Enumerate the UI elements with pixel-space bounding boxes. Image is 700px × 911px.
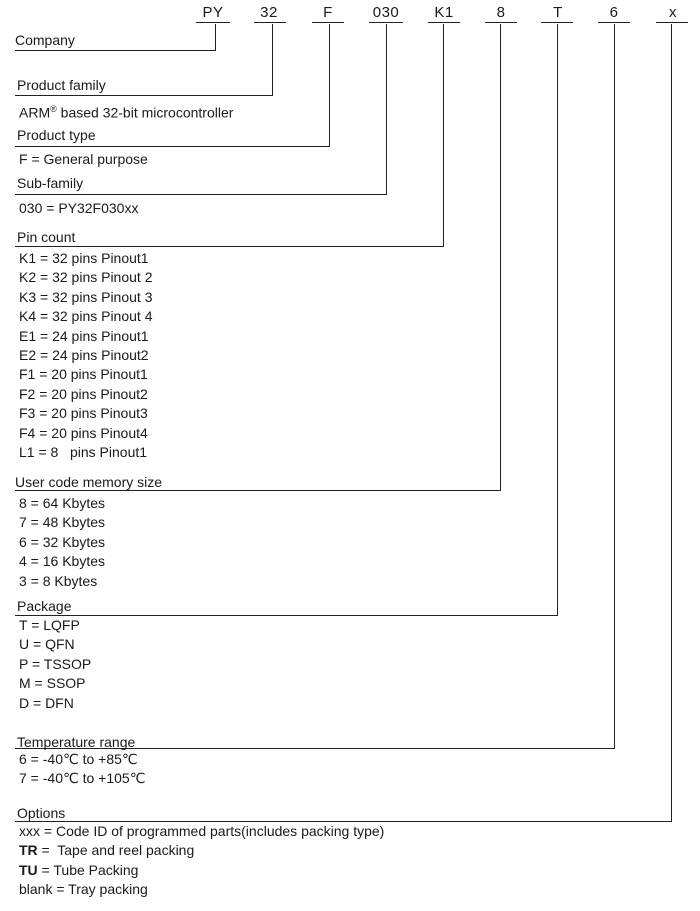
option-text: = Code ID of programmed parts(includes packing type) [40,823,385,839]
list-item: K2 = 32 pins Pinout 2 [19,269,153,286]
connector-line [386,24,387,194]
code-underline [312,22,344,23]
option-text: = Tube Packing [37,861,139,878]
connector-line [614,24,615,748]
list-item: F3 = 20 pins Pinout3 [19,405,148,422]
list-item: K4 = 32 pins Pinout 4 [19,308,153,325]
heading-line [15,50,216,51]
options-list [19,822,384,900]
sub-family-heading: Sub-family [17,175,84,191]
connector-line [443,24,444,246]
connector-line [671,24,672,821]
code-underline [541,22,573,23]
code-underline [598,22,630,23]
code-underline [369,22,403,23]
list-item: U = QFN [19,636,75,653]
list-item: K3 = 32 pins Pinout 3 [19,288,153,305]
options-heading: Options [17,805,66,821]
heading-line [15,194,387,195]
list-item: 7 = 48 Kbytes [19,514,106,531]
heading-line [15,95,273,96]
list-item [19,841,384,860]
option-text: = Tape and reel packing [37,842,195,859]
code-k1: K1 [434,4,454,21]
temperature-list [19,750,145,789]
memory-list [19,494,105,591]
product-type-heading: Product type [17,127,96,143]
code-underline [428,22,460,23]
heading-line [15,246,444,247]
code-x: x [669,4,677,21]
list-item: E1 = 24 pins Pinout1 [19,327,149,344]
code-8: 8 [496,4,506,21]
list-item: 6 = -40℃ to +85℃ [19,751,138,767]
list-item [19,861,384,880]
list-item: F = General purpose [19,151,148,167]
connector-line [557,24,558,615]
arm-text: ARM [19,104,51,121]
list-item: 030 = PY32F030xx [19,200,139,216]
heading-line [15,146,330,147]
temperature-heading: Temperature range [17,734,136,750]
connector-line [272,24,273,95]
product-family-desc [19,100,233,123]
list-item: M = SSOP [19,675,86,692]
list-item: 7 = -40℃ to +105℃ [19,770,146,787]
list-item: F1 = 20 pins Pinout1 [19,366,148,383]
list-item: 6 = 32 Kbytes [19,533,106,550]
code-6: 6 [609,4,619,21]
list-item: E2 = 24 pins Pinout2 [19,347,149,364]
list-item [19,822,384,841]
code-32: 32 [260,4,278,21]
product-family-text: based 32-bit microcontroller [56,104,234,121]
code-underline [485,22,517,23]
list-item: 4 = 16 Kbytes [19,553,106,570]
memory-heading: User code memory size [15,474,163,490]
sub-family-list [19,199,138,218]
list-item: 8 = 64 Kbytes [19,495,106,511]
option-text: = Tray packing [52,881,148,898]
connector-line [329,24,330,146]
list-item: 3 = 8 Kbytes [19,572,98,589]
list-item: F2 = 20 pins Pinout2 [19,385,148,402]
list-item: K1 = 32 pins Pinout1 [19,250,149,266]
code-f: F [323,4,333,21]
package-list [19,616,91,713]
connector-line [215,24,216,50]
code-py: PY [202,4,224,21]
option-key: blank [19,881,53,898]
option-key: xxx [19,823,40,839]
list-item [19,880,384,899]
option-key: TU [19,861,38,878]
code-t: T [553,4,563,21]
code-underline [196,22,230,23]
registered-mark: ® [50,104,57,114]
list-item: T = LQFP [19,617,80,633]
heading-line [15,615,558,616]
option-key: TR [19,842,38,859]
pin-count-list [19,249,153,462]
heading-line [15,490,501,491]
code-030: 030 [372,4,400,21]
connector-line [500,24,501,490]
product-type-list [19,150,148,169]
list-item: P = TSSOP [19,655,92,672]
pin-count-heading: Pin count [17,229,76,245]
list-item: D = DFN [19,694,74,711]
package-heading: Package [17,598,72,614]
list-item: L1 = 8 pins Pinout1 [19,444,148,461]
code-underline [254,22,286,23]
company-heading: Company [15,32,75,48]
list-item: F4 = 20 pins Pinout4 [19,424,148,441]
product-family-heading: Product family [17,77,106,93]
code-underline [656,22,688,23]
